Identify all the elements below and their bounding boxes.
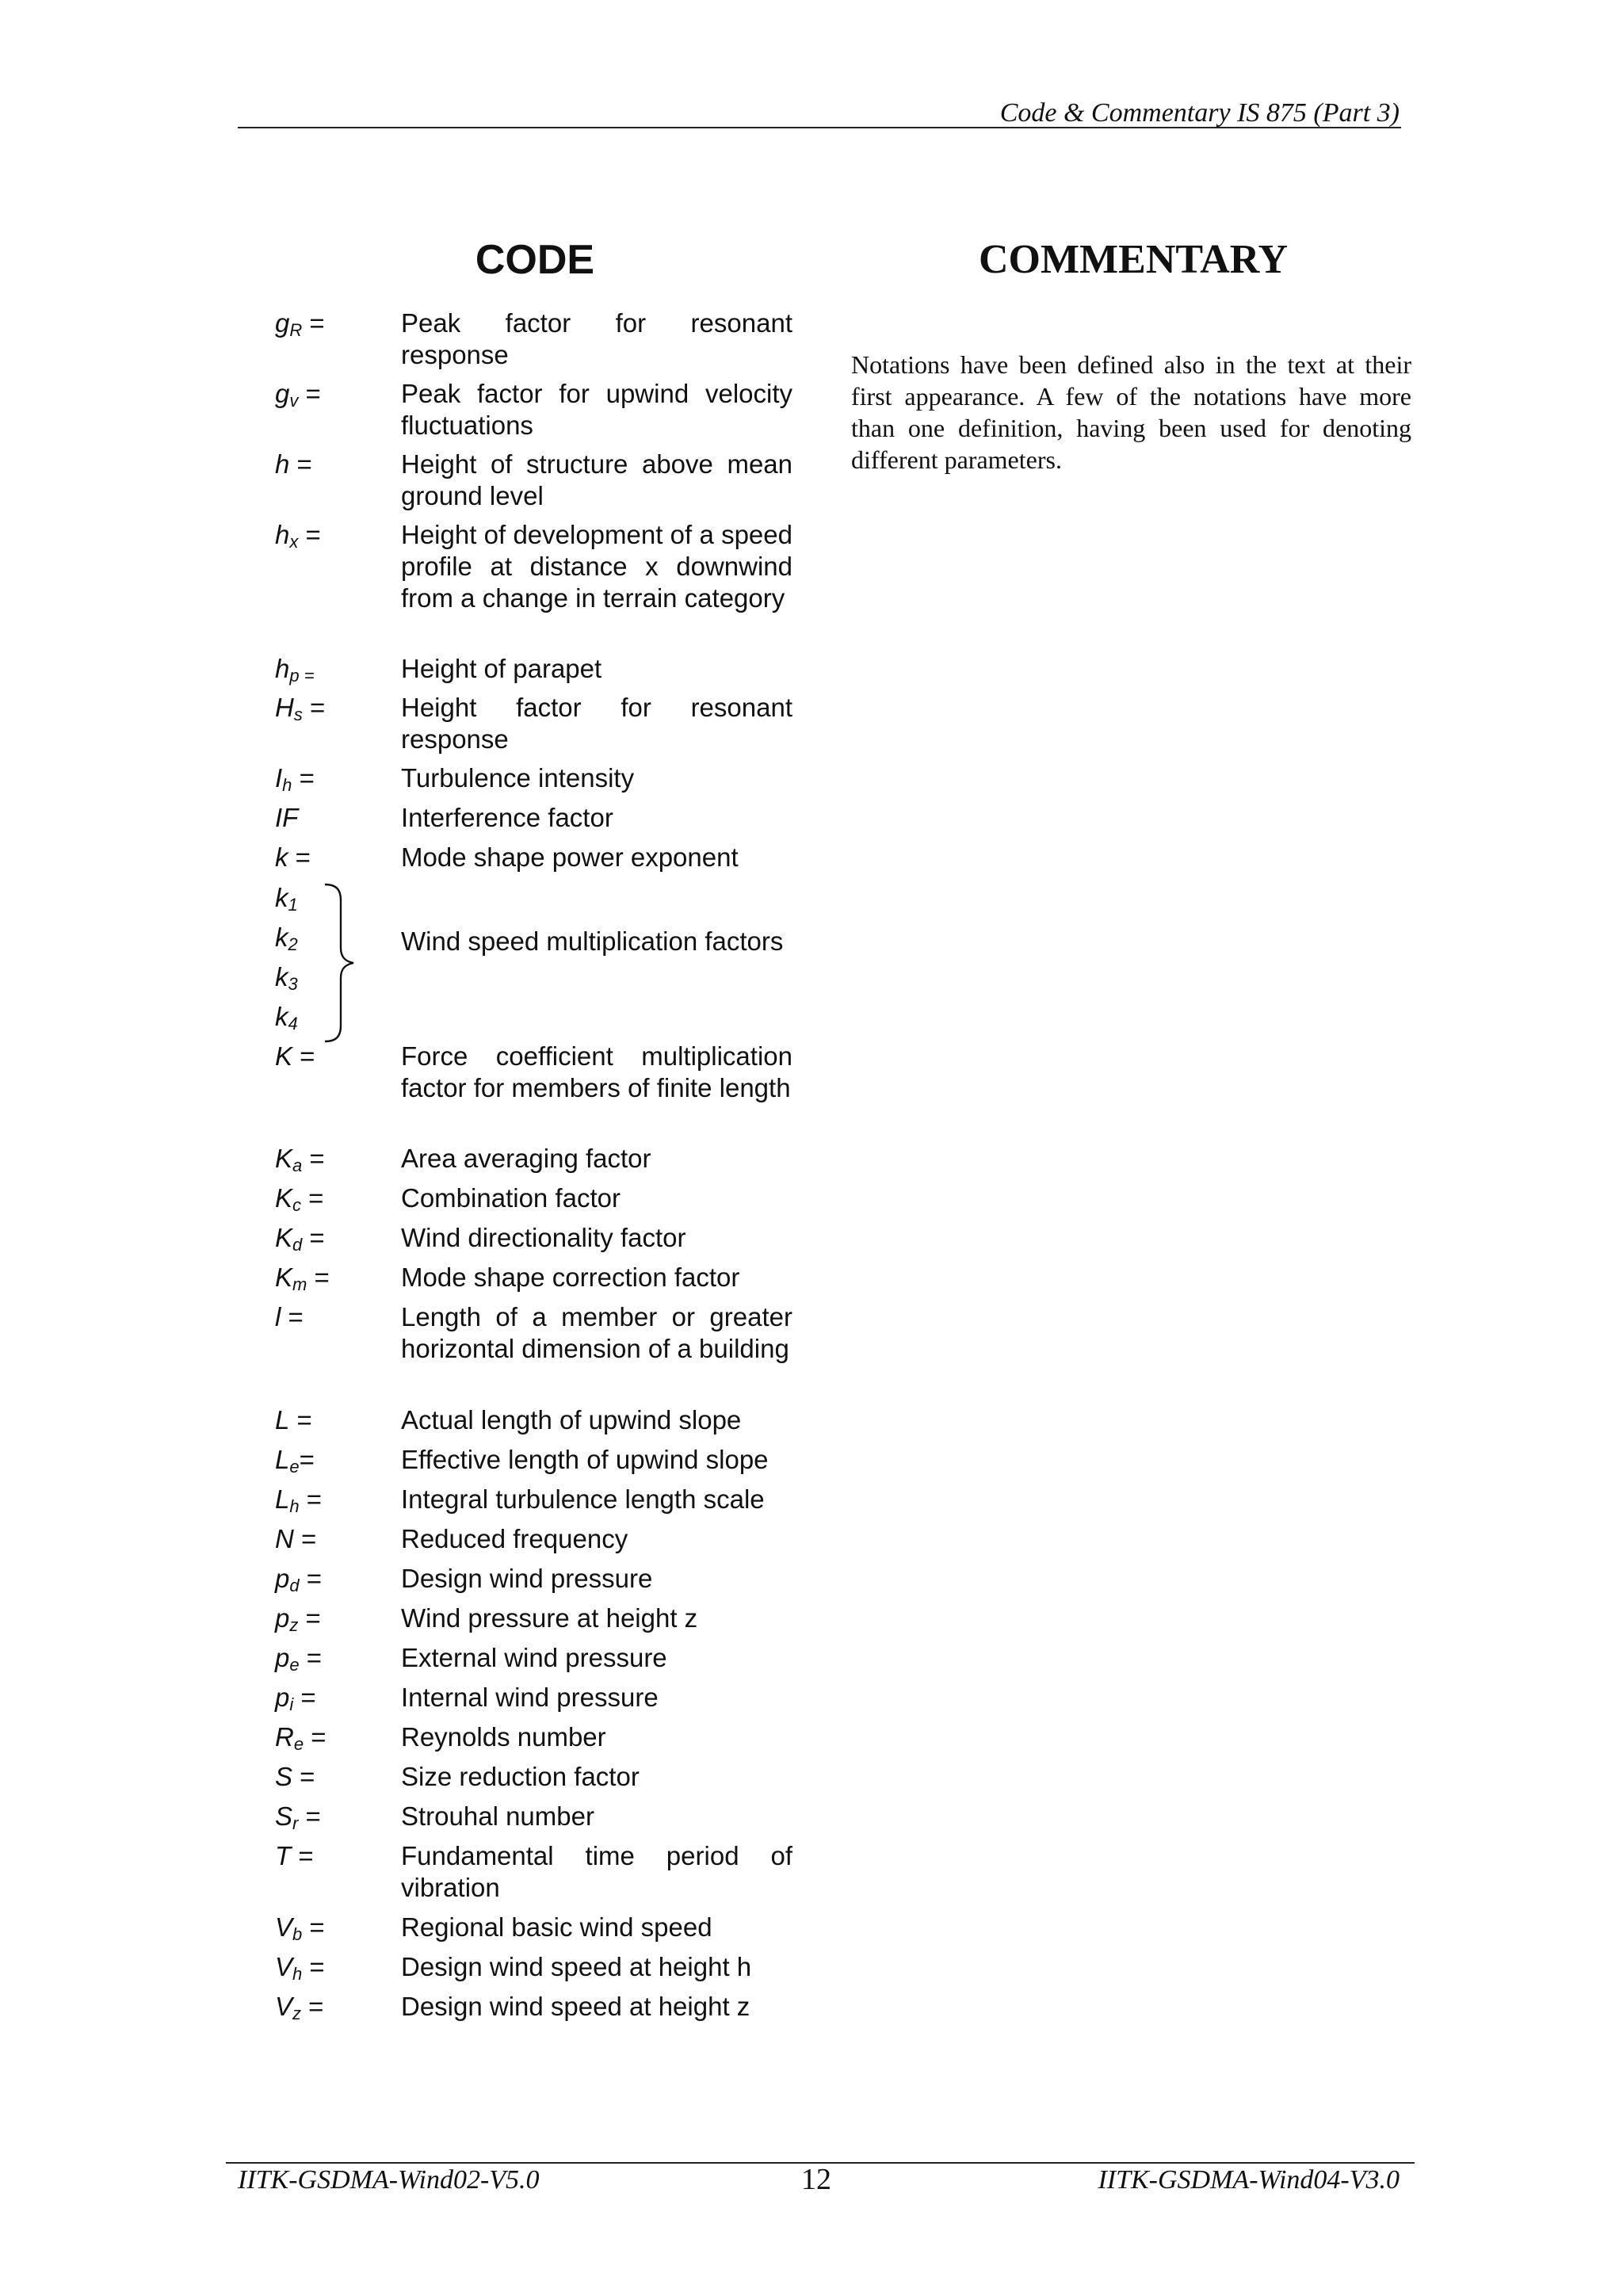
notation-symbol: $k_2$ <box>275 923 298 954</box>
notation-definition: Effective length of upwind slope <box>401 1445 769 1474</box>
notation-definition: Height of development of a speed profile at distance x downwind from a change in terrain category <box>401 520 792 613</box>
notation-symbol: $h_x$ = <box>275 520 321 552</box>
notation-definition: Regional basic wind speed <box>401 1912 712 1942</box>
notation-symbol: IF <box>275 803 299 832</box>
notation-definition: Area averaging factor <box>401 1144 651 1173</box>
notation-symbol: N = <box>275 1524 317 1553</box>
notation-definition: Mode shape power exponent <box>401 842 739 872</box>
notation-definition: Design wind speed at height z <box>401 1992 750 2021</box>
notation-definition: Internal wind pressure <box>401 1683 659 1712</box>
notation-definition: Fundamental time period of vibration <box>401 1841 792 1902</box>
page-number: 12 <box>801 2163 831 2196</box>
notation-symbol: h = <box>275 449 312 479</box>
notation-symbol: T = <box>275 1841 314 1870</box>
notation-symbol: $p_i$ = <box>275 1683 316 1714</box>
running-header: Code & Commentary IS 875 (Part 3) <box>999 98 1400 128</box>
notation-symbol: L = <box>275 1405 312 1435</box>
notation-definition: Mode shape correction factor <box>401 1263 740 1292</box>
notation-symbol: $K_a$ = <box>275 1144 325 1175</box>
notation-definition: Interference factor <box>401 803 613 832</box>
notation-symbol: $V_h$ = <box>275 1952 325 1984</box>
footer-left-id: IITK-GSDMA-Wind02-V5.0 <box>238 2165 540 2195</box>
notation-symbol: $K_c$ = <box>275 1183 324 1215</box>
notation-symbol: $k_1$ <box>275 883 298 915</box>
commentary-heading: COMMENTARY <box>978 237 1289 282</box>
notation-definition: Length of a member or greater horizontal dimension of a building <box>401 1302 792 1363</box>
notation-symbol: $g_R$ = <box>275 308 325 340</box>
notation-symbol: $L_h$ = <box>275 1484 323 1516</box>
notation-definition: Wind speed multiplication factors <box>401 926 784 956</box>
notation-definition: Reynolds number <box>401 1722 606 1752</box>
notation-definition: Turbulence intensity <box>401 763 635 793</box>
notation-definition: Force coefficient multiplication factor for members of finite length <box>401 1041 792 1102</box>
notation-definition: Design wind speed at height h <box>401 1952 752 1981</box>
notation-symbol: $V_b$ = <box>275 1912 325 1944</box>
notation-symbol: $K_m$ = <box>275 1263 330 1294</box>
notation-symbol: $h_{p =}$ <box>275 654 315 686</box>
code-heading: CODE <box>475 237 595 283</box>
notation-definition: Peak factor for resonant response <box>401 308 792 369</box>
notation-definition: Peak factor for upwind velocity fluctuations <box>401 379 792 440</box>
notation-symbol: $k_4$ <box>275 1002 298 1033</box>
notation-definition: Actual length of upwind slope <box>401 1405 742 1435</box>
notation-definition: Height of structure above mean ground level <box>401 449 792 510</box>
notation-symbol: l = <box>275 1302 304 1331</box>
commentary-paragraph: Notations have been defined also in the text at their first appearance. A few of the notations have more than one definition, having been used for denoting different parameters. <box>851 350 1411 474</box>
header-rule <box>238 127 1401 128</box>
notation-definition: Wind pressure at height z <box>401 1603 698 1633</box>
notation-definition: Wind directionality factor <box>401 1223 686 1252</box>
notation-symbol: $S_r$ = <box>275 1801 321 1833</box>
notation-definition: Strouhal number <box>401 1801 594 1831</box>
notation-symbol: $R_e$ = <box>275 1722 327 1754</box>
notation-symbol: S = <box>275 1762 315 1791</box>
notation-definition: Size reduction factor <box>401 1762 640 1791</box>
notation-symbol: $H_s$ = <box>275 693 326 724</box>
notation-definition: Height of parapet <box>401 654 602 683</box>
notation-definition: Integral turbulence length scale <box>401 1484 765 1514</box>
notation-definition: Combination factor <box>401 1183 621 1213</box>
notation-symbol: $k_3$ <box>275 962 298 994</box>
notation-definition: External wind pressure <box>401 1643 667 1672</box>
notation-definition: Height factor for resonant response <box>401 693 792 754</box>
notation-symbol: $I_h$ = <box>275 763 315 795</box>
notation-symbol: k = <box>275 842 311 872</box>
notation-definition: Design wind pressure <box>401 1564 653 1593</box>
notation-symbol: $V_z$ = <box>275 1992 324 2023</box>
notation-symbol: $L_e=$ <box>275 1445 315 1477</box>
notation-symbol: $g_v$ = <box>275 379 321 411</box>
notation-symbol: $p_z$ = <box>275 1603 321 1635</box>
footer-right-id: IITK-GSDMA-Wind04-V3.0 <box>1098 2165 1400 2195</box>
notation-symbol: $p_d$ = <box>275 1564 323 1595</box>
right-curly-brace <box>320 881 360 1045</box>
notation-symbol: K = <box>275 1041 315 1071</box>
notation-definition: Reduced frequency <box>401 1524 628 1553</box>
notation-symbol: $p_e$ = <box>275 1643 323 1675</box>
notation-symbol: $K_d$ = <box>275 1223 325 1255</box>
